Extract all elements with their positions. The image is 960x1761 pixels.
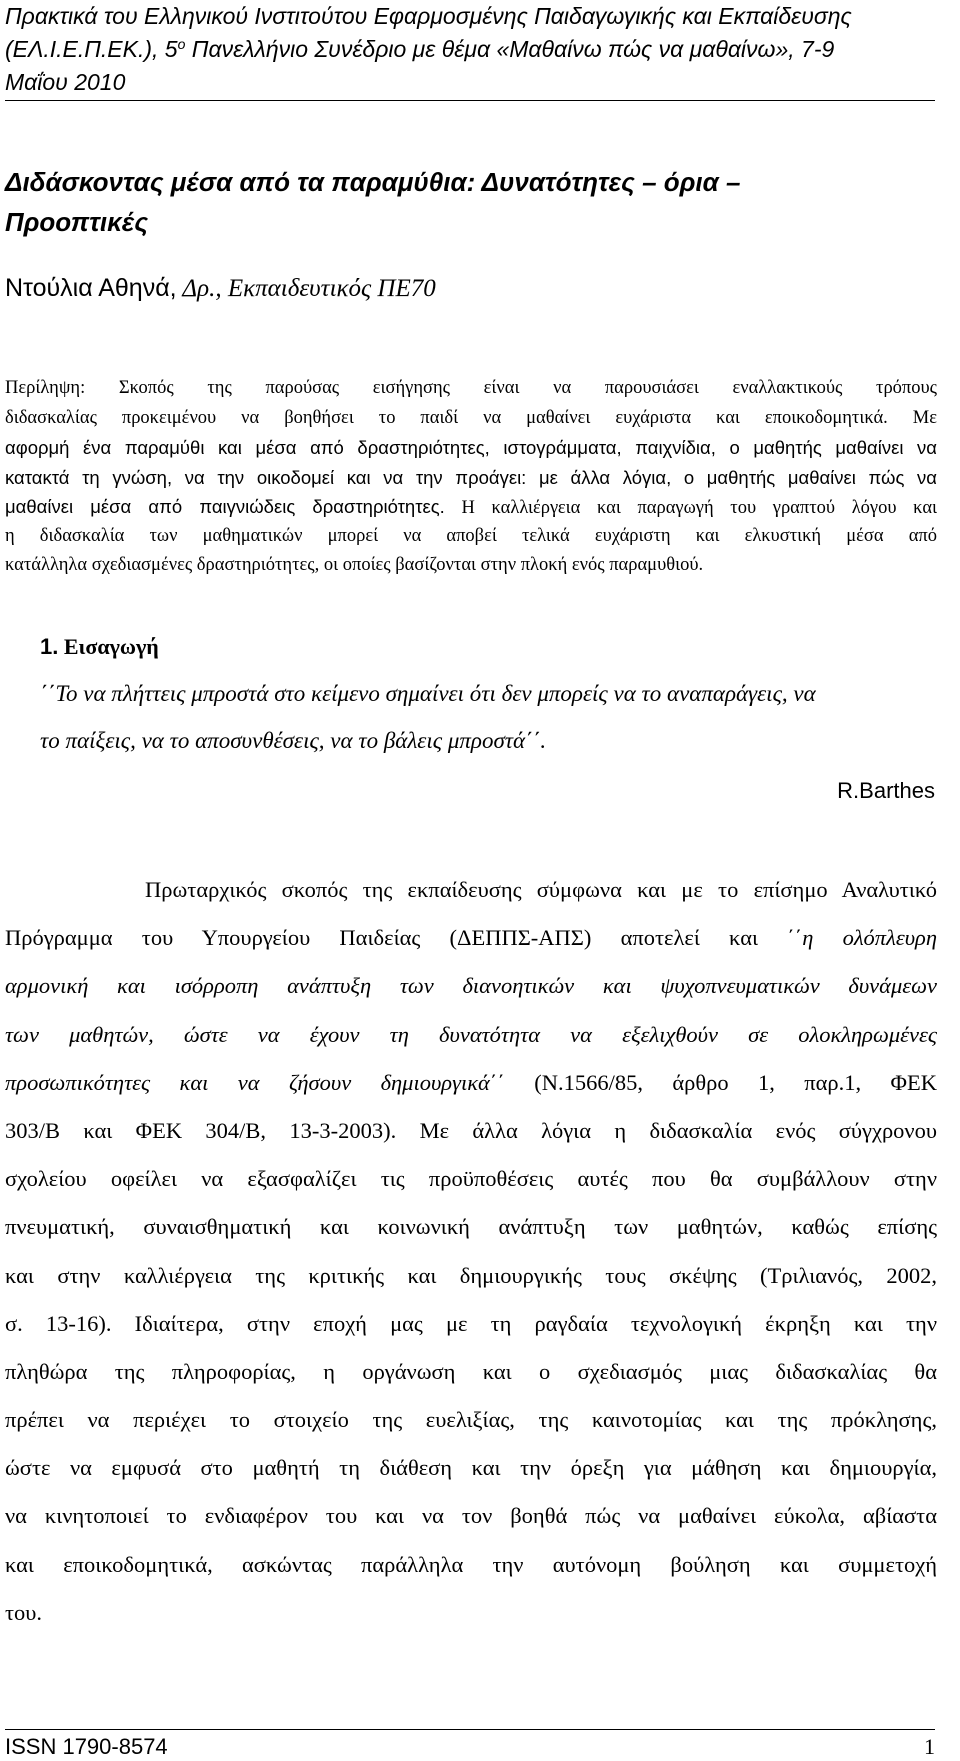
body-line: και εποικοδομητικά, ασκώντας παράλληλα την αυτόνομη βούληση και συμμετοχή [5, 1551, 937, 1577]
body-text: ΄΄ (Ν.1566/85, άρθρο 1, παρ.1, ΦΕΚ [489, 1069, 937, 1095]
footer-divider [5, 1729, 935, 1730]
body-text: Πρόγραμμα του Υπουργείου Παιδείας (ΔΕΠΠΣ-ΑΠΣ) αποτελεί και ΄΄ [5, 925, 803, 951]
abstract-line: κατακτά τη γνώση, να την οικοδομεί και να την προάγει: με άλλα λόγια, ο μαθητής μαθαίνει πώς να [5, 466, 937, 488]
proceedings-header [5, 0, 935, 99]
title-line: Προοπτικές [5, 207, 149, 237]
abstract-line: Περίληψη: Σκοπός της παρούσας εισήγησης είναι να παρουσιάσει εναλλακτικούς τρόπους [5, 378, 937, 398]
abstract-line [5, 492, 937, 522]
abstract-line: αφορμή ένα παραμύθι και μέσα από δραστηριότητες, ιστογράμματα, παιχνίδια, ο μαθητής μαθαίνει να [5, 437, 937, 458]
body-line: πληθώρα της πληροφορίας, η οργάνωση και ο σχεδιασμός μιας διδασκαλίας θα [5, 1358, 937, 1384]
header-line [5, 33, 935, 66]
header-line: Πρακτικά του Ελληνικού Ινστιτούτου Εφαρμοσμένης Παιδαγωγικής και Εκπαίδευσης [5, 3, 852, 29]
paper-title [5, 162, 935, 242]
header-divider [5, 100, 935, 101]
header-line: Μαΐου 2010 [5, 69, 126, 95]
body-line: να κινητοποιεί το ενδιαφέρον του και να τον βοηθά πώς να μαθαίνει εύκολα, αβίαστα [5, 1503, 937, 1529]
author-affiliation: Δρ., Εκπαιδευτικός ΠΕ70 [176, 275, 436, 302]
body-italic-text: η ολόπλευρη [802, 925, 937, 951]
abstract-text: Με [887, 407, 937, 428]
section-number: 1. [40, 634, 59, 659]
body-line: του. [5, 1599, 43, 1625]
section-heading [40, 632, 159, 662]
ordinal-superscript: ο [177, 36, 186, 52]
body-italic-text: των μαθητών, ώστε να έχουν τη δυνατότητα να εξελιχθούν σε ολοκληρωμένες [5, 1021, 937, 1047]
body-line [5, 1011, 937, 1059]
author-name: Ντούλια Αθηνά, [5, 274, 177, 302]
header-text: Πανελλήνιο Συνέδριο με θέμα «Μαθαίνω πώς να μαθαίνω», 7-9 [185, 36, 835, 62]
body-paragraph [5, 866, 937, 1637]
epigraph-quote [40, 670, 935, 764]
quote-attribution: R.Barthes [837, 778, 935, 803]
abstract-line [5, 404, 937, 434]
abstract-text: διδασκαλίας προκειμένου να βοηθήσει το παιδί να μαθαίνει ευχάριστα και εποικοδομητικά. [5, 407, 888, 428]
abstract [5, 374, 937, 581]
body-italic-text: προσωπικότητες και να ζήσουν δημιουργικά [5, 1069, 490, 1095]
body-italic-text: αρμονική και ισόρροπη ανάπτυξη των διανοητικών και ψυχοπνευματικών δυνάμεων [5, 973, 937, 999]
quote-line: ΄΄Το να πλήττεις μπροστά στο κείμενο σημαίνει ότι δεν μπορείς να το αναπαράγεις, να [40, 681, 816, 706]
abstract-line: η διδασκαλία των μαθηματικών μπορεί να αποβεί τελικά ευχάριστη και ελκυστική μέσα από [5, 525, 937, 546]
body-line: σχολείου οφείλει να εξασφαλίζει τις προϋποθέσεις αυτές που θα συμβάλλουν στην [5, 1166, 937, 1192]
body-line [5, 962, 937, 1010]
abstract-text: Η καλλιέργεια και παραγωγή του γραπτού λόγου και [444, 498, 937, 518]
quote-line: το παίξεις, να το αποσυνθέσεις, να το βάλεις μπροστά΄΄. [40, 728, 547, 753]
abstract-text: μαθαίνει μέσα από παιγνιώδεις δραστηριότητες. [5, 496, 445, 517]
body-line: σ. 13-16). Ιδιαίτερα, στην εποχή μας με τη ραγδαία τεχνολογική έκρηξη και την [5, 1310, 937, 1336]
body-line: 303/Β και ΦΕΚ 304/Β, 13-3-2003). Με άλλα λόγια η διδασκαλία ενός σύγχρονου [5, 1117, 937, 1143]
body-line: Πρωταρχικός σκοπός της εκπαίδευσης σύμφωνα και με το επίσημο Αναλυτικό [145, 877, 937, 902]
body-line: και στην καλλιέργεια της κριτικής και δημιουργικής τους σκέψης (Τριλιανός, 2002, [5, 1262, 937, 1288]
header-text: (ΕΛ.Ι.Ε.Π.ΕΚ.), 5 [5, 36, 178, 62]
title-line: Διδάσκοντας μέσα από τα παραμύθια: Δυνατότητες – όρια – [5, 167, 741, 197]
section-label: Εισαγωγή [58, 634, 159, 659]
issn-number: ISSN 1790-8574 [5, 1734, 168, 1759]
body-line [5, 1059, 937, 1107]
body-line: ώστε να εμφυσά στο μαθητή τη διάθεση και την όρεξη για μάθηση και δημιουργία, [5, 1455, 937, 1481]
body-line: πρέπει να περιέχει το στοιχείο της ευελιξίας, της καινοτομίας και της πρόκλησης, [5, 1407, 937, 1433]
author-line [5, 272, 436, 305]
body-line: πνευματική, συναισθηματική και κοινωνική ανάπτυξη των μαθητών, καθώς επίσης [5, 1214, 937, 1240]
body-line [5, 914, 937, 962]
abstract-line: κατάλληλα σχεδιασμένες δραστηριότητες, οι οποίες βασίζονται στην πλοκή ενός παραμυθιού. [5, 555, 704, 575]
page-number: 1 [924, 1734, 935, 1759]
